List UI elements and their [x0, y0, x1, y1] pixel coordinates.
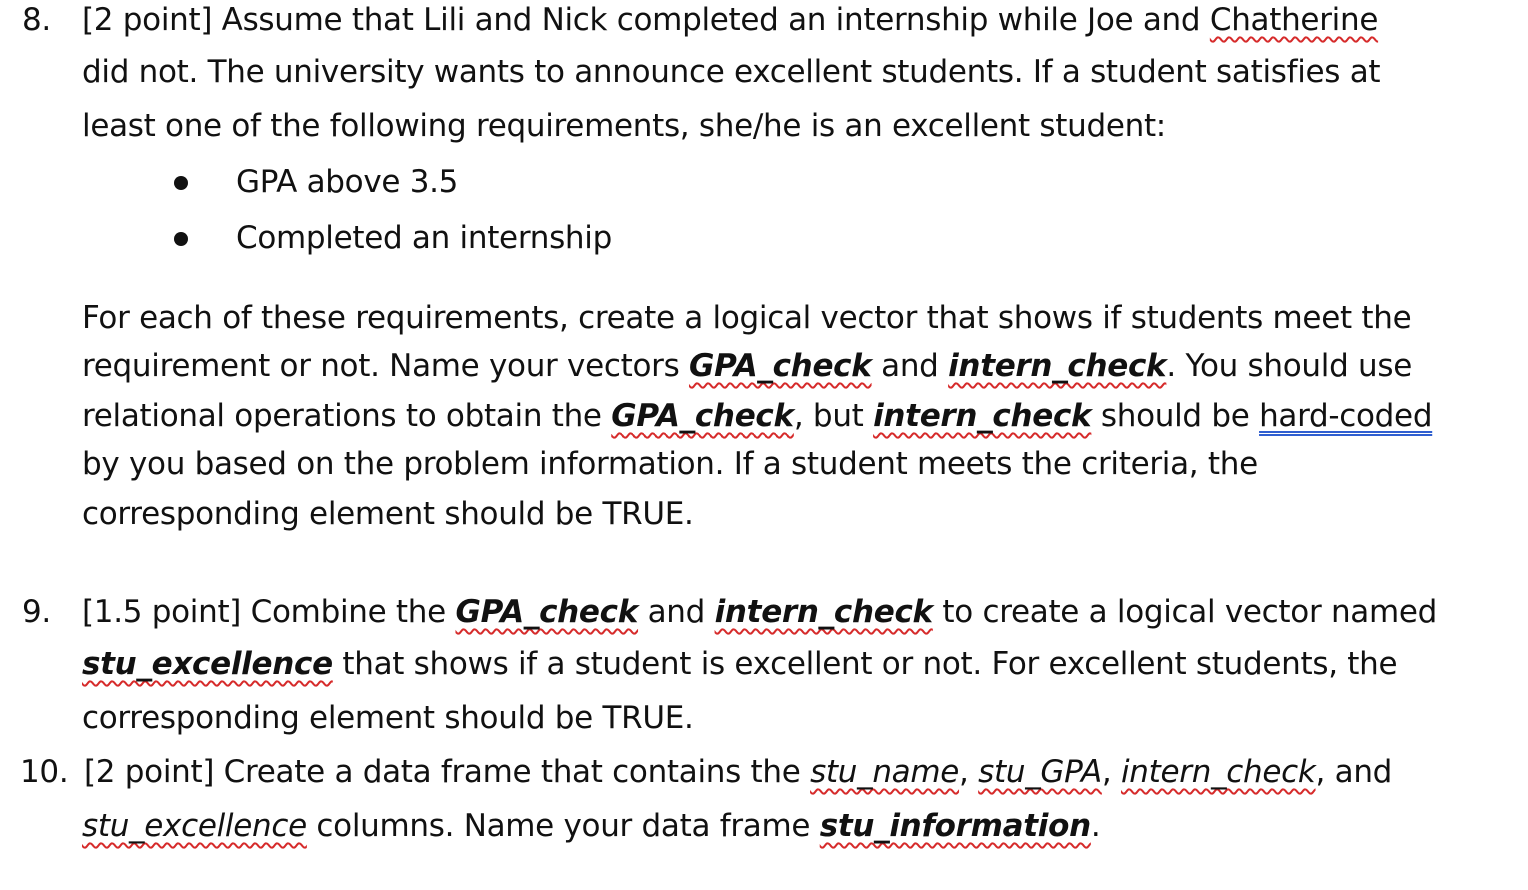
question-8-text: [2 point] Assume that Lili and Nick completed an internship while Joe and [82, 2, 1210, 38]
question-10-line-1 [84, 752, 1392, 792]
question-8-paragraph-line-5: corresponding element should be TRUE. [82, 496, 694, 532]
bullet-icon [174, 232, 188, 246]
text-fragment: relational operations to obtain the [82, 398, 612, 434]
question-10-number: 10. [20, 754, 69, 790]
question-9-number: 9. [22, 594, 51, 630]
question-10-line-2 [82, 806, 1100, 846]
question-8-paragraph-line-2 [82, 346, 1412, 386]
var-intern-check: intern_check [873, 398, 1092, 434]
text-fragment: and [871, 348, 949, 384]
text-fragment: , but [793, 398, 874, 434]
question-9-line-3: corresponding element should be TRUE. [82, 700, 694, 736]
text-fragment: [2 point] Create a data frame that contains the [84, 754, 811, 790]
text-fragment: , [1101, 754, 1121, 790]
question-8-line-3: least one of the following requirements, she/he is an excellent student: [82, 108, 1166, 144]
text-fragment: requirement or not. Name your vectors [82, 348, 689, 384]
question-9-line-1 [82, 592, 1437, 632]
question-9-line-2 [82, 644, 1397, 684]
question-8-line-1 [82, 0, 1378, 40]
text-fragment: columns. Name your data frame [306, 808, 820, 844]
text-fragment: . You should use [1166, 348, 1412, 384]
text-fragment: and [638, 594, 715, 630]
var-intern-check: intern_check [714, 594, 933, 630]
var-stu-gpa: stu_GPA [978, 754, 1102, 790]
question-8-number: 8. [22, 2, 51, 38]
var-gpa-check: GPA_check [611, 398, 794, 434]
text-fragment: to create a logical vector named [932, 594, 1438, 630]
grammar-flag-hard-coded: hard-coded [1259, 398, 1433, 434]
var-stu-information: stu_information [819, 808, 1091, 844]
text-fragment: , [959, 754, 979, 790]
var-stu-excellence: stu_excellence [82, 646, 333, 682]
text-fragment: , and [1315, 754, 1393, 790]
text-fragment: . [1090, 808, 1101, 844]
question-8-line-2: did not. The university wants to announce excellent students. If a student satisfies at [82, 54, 1381, 90]
spelling-flag-chatherine: Chatherine [1209, 2, 1379, 38]
question-8-paragraph-line-1: For each of these requirements, create a logical vector that shows if students meet the [82, 300, 1412, 336]
text-fragment: that shows if a student is excellent or not. For excellent students, the [332, 646, 1398, 682]
bullet-icon [174, 176, 188, 190]
text-fragment: should be [1091, 398, 1260, 434]
var-stu-excellence: stu_excellence [82, 808, 307, 844]
var-stu-name: stu_name [810, 754, 960, 790]
bullet-item-internship: Completed an internship [236, 220, 612, 256]
text-fragment: [1.5 point] Combine the [82, 594, 456, 630]
var-intern-check: intern_check [948, 348, 1167, 384]
bullet-item-gpa: GPA above 3.5 [236, 164, 459, 200]
question-8-paragraph-line-3 [82, 396, 1432, 436]
var-gpa-check: GPA_check [688, 348, 872, 384]
question-8-paragraph-line-4: by you based on the problem information. If a student meets the criteria, the [82, 446, 1258, 482]
var-gpa-check: GPA_check [455, 594, 639, 630]
var-intern-check: intern_check [1120, 754, 1316, 790]
